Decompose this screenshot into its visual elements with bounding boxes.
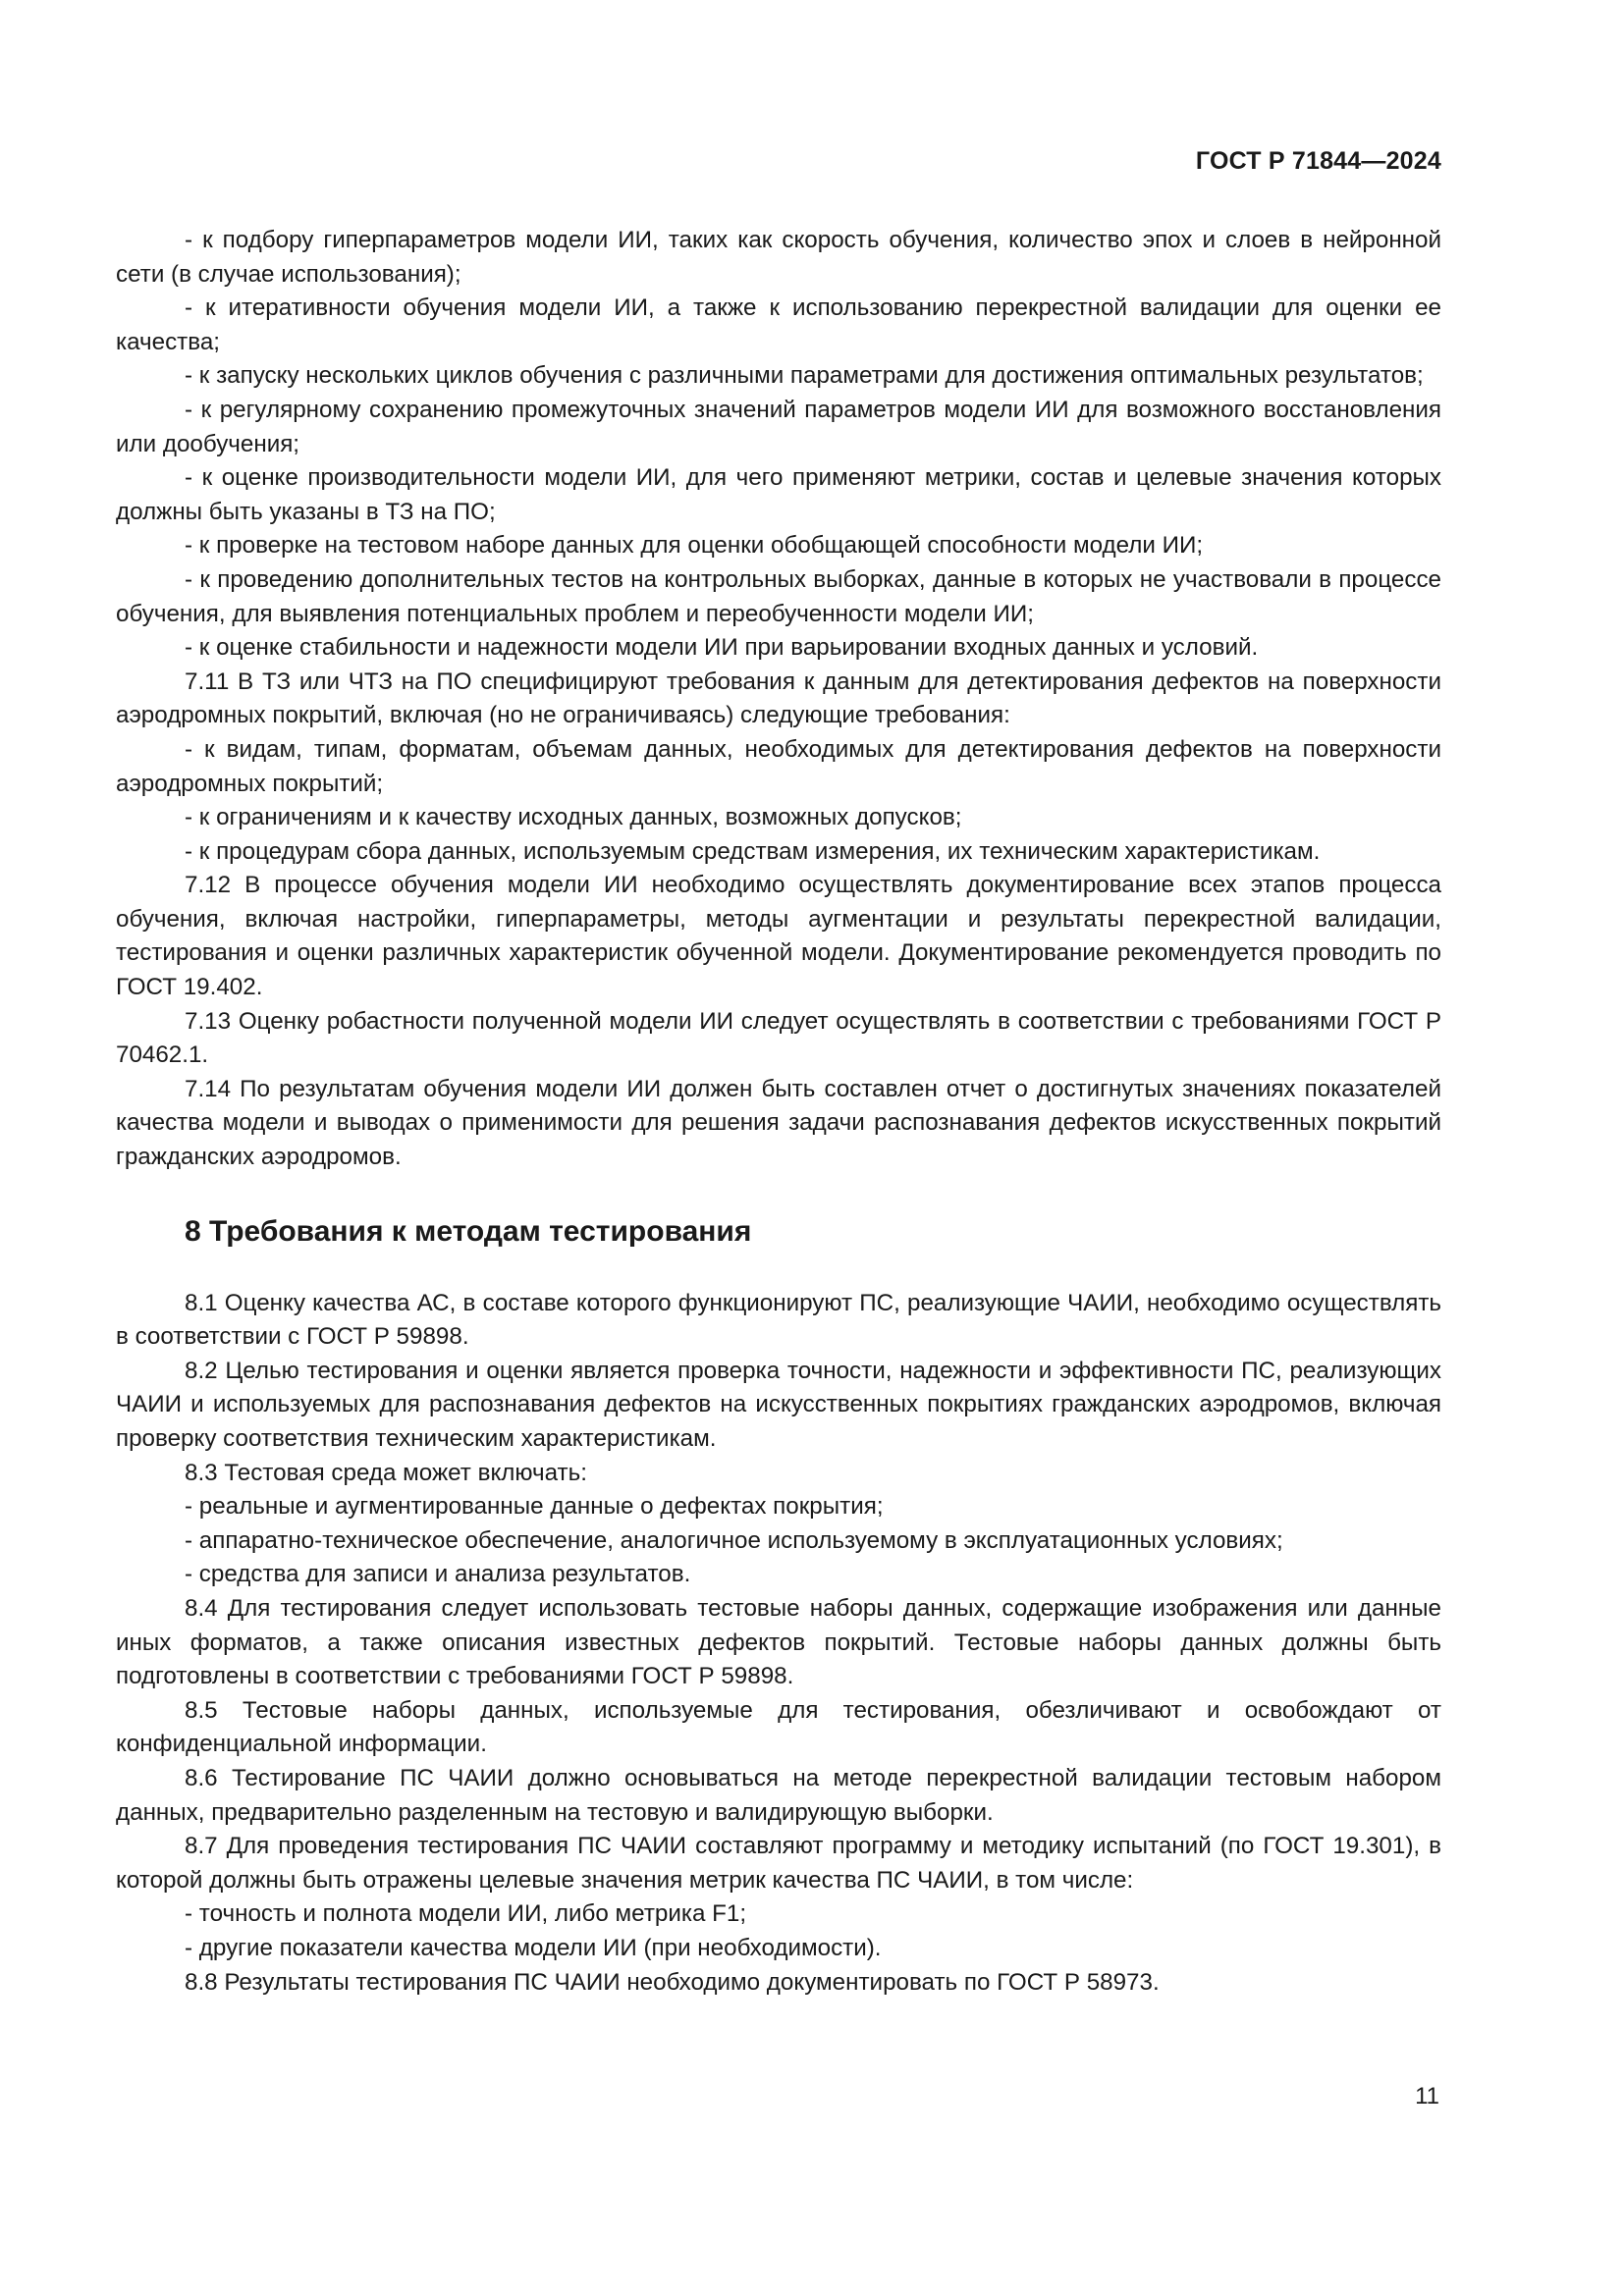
- paragraph-8-3: 8.3 Тестовая среда может включать:: [185, 1459, 587, 1486]
- paragraph-8-8: 8.8 Результаты тестирования ПС ЧАИИ необходимо документировать по ГОСТ Р 58973.: [185, 1968, 1160, 1996]
- paragraph-7-12: 7.12 В процессе обучения модели ИИ необходимо осуществлять документирование всех этапов процесса обучения, включая настройки, гиперпараметры, методы аугментации и результаты перекрестной валидации, тестирования и оценки различных характеристик обученной модели. Документирование рекомендуется проводить по ГОСТ 19.402.: [116, 872, 1441, 1001]
- list-item: - аппаратно-техническое обеспечение, аналогичное используемому в эксплуатационных условиях;: [185, 1526, 1283, 1554]
- list-item: - к регулярному сохранению промежуточных значений параметров модели ИИ для возможного восстановления или дообучения;: [116, 396, 1441, 457]
- paragraph-8-7: 8.7 Для проведения тестирования ПС ЧАИИ составляют программу и методику испытаний (по ГОСТ 19.301), в которой должны быть отражены целевые значения метрик качества ПС ЧАИИ, в том числе:: [116, 1833, 1441, 1894]
- document-body: [116, 224, 1441, 2000]
- list-item: - точность и полнота модели ИИ, либо метрика F1;: [185, 1900, 747, 1928]
- list-item: - к процедурам сбора данных, используемым средствам измерения, их техническим характеристикам.: [185, 837, 1321, 865]
- paragraph-7-11: 7.11 В ТЗ или ЧТЗ на ПО специфицируют требования к данным для детектирования дефектов на поверхности аэродромных покрытий, включая (но не ограничиваясь) следующие требования:: [116, 667, 1441, 729]
- list-item: - к проведению дополнительных тестов на контрольных выборках, данные в которых не участвовали в процессе обучения, для выявления потенциальных проблем и переобученности модели ИИ;: [116, 565, 1441, 627]
- paragraph-8-6: 8.6 Тестирование ПС ЧАИИ должно основываться на методе перекрестной валидации тестовым набором данных, предварительно разделенным на тестовую и валидирующую выборки.: [116, 1764, 1441, 1826]
- list-item: - реальные и аугментированные данные о дефектах покрытия;: [185, 1493, 884, 1521]
- document-header-id: ГОСТ Р 71844—2024: [1195, 147, 1441, 175]
- paragraph-8-5: 8.5 Тестовые наборы данных, используемые для тестирования, обезличивают и освобождают от конфиденциальной информации.: [116, 1696, 1441, 1758]
- list-item: - к видам, типам, форматам, объемам данных, необходимых для детектирования дефектов на поверхности аэродромных покрытий;: [116, 735, 1441, 797]
- paragraph-8-2: 8.2 Целью тестирования и оценки является проверка точности, надежности и эффективности ПС, реализующих ЧАИИ и используемых для распознавания дефектов на искусственных покрытиях гражданских аэродромов, включая проверку соответствия техническим характеристикам.: [116, 1357, 1441, 1452]
- paragraph-7-13: 7.13 Оценку робастности полученной модели ИИ следует осуществлять в соответствии с требованиями ГОСТ Р 70462.1.: [116, 1007, 1441, 1069]
- list-item: - к оценке стабильности и надежности модели ИИ при варьировании входных данных и условий.: [185, 634, 1259, 662]
- paragraph-8-4: 8.4 Для тестирования следует использовать тестовые наборы данных, содержащие изображения или данные иных форматов, а также описания известных дефектов покрытий. Тестовые наборы данных должны быть подготовлены в соответствии с требованиями ГОСТ Р 59898.: [116, 1594, 1441, 1690]
- paragraph-8-1: 8.1 Оценку качества АС, в составе которого функционируют ПС, реализующие ЧАИИ, необходимо осуществлять в соответствии с ГОСТ Р 59898.: [116, 1289, 1441, 1351]
- list-item: - другие показатели качества модели ИИ (при необходимости).: [185, 1934, 882, 1961]
- list-item: - к итеративности обучения модели ИИ, а также к использованию перекрестной валидации для оценки ее качества;: [116, 294, 1441, 355]
- page-number: 11: [1415, 2083, 1439, 2109]
- list-item: - к проверке на тестовом наборе данных для оценки обобщающей способности модели ИИ;: [185, 532, 1204, 560]
- list-item: - к подбору гиперпараметров модели ИИ, таких как скорость обучения, количество эпох и слоев в нейронной сети (в случае использования);: [116, 227, 1441, 288]
- list-item: - средства для записи и анализа результатов.: [185, 1561, 691, 1588]
- list-item: - к оценке производительности модели ИИ, для чего применяют метрики, состав и целевые значения которых должны быть указаны в ТЗ на ПО;: [116, 464, 1441, 525]
- list-item: - к ограничениям и к качеству исходных данных, возможных допусков;: [185, 804, 962, 831]
- section-heading: 8 Требования к методам тестирования: [185, 1214, 752, 1248]
- list-item: - к запуску нескольких циклов обучения с различными параметрами для достижения оптимальных результатов;: [185, 362, 1424, 390]
- paragraph-7-14: 7.14 По результатам обучения модели ИИ должен быть составлен отчет о достигнутых значениях показателей качества модели и выводах о применимости для решения задачи распознавания дефектов искусственных покрытий гражданских аэродромов.: [116, 1075, 1441, 1171]
